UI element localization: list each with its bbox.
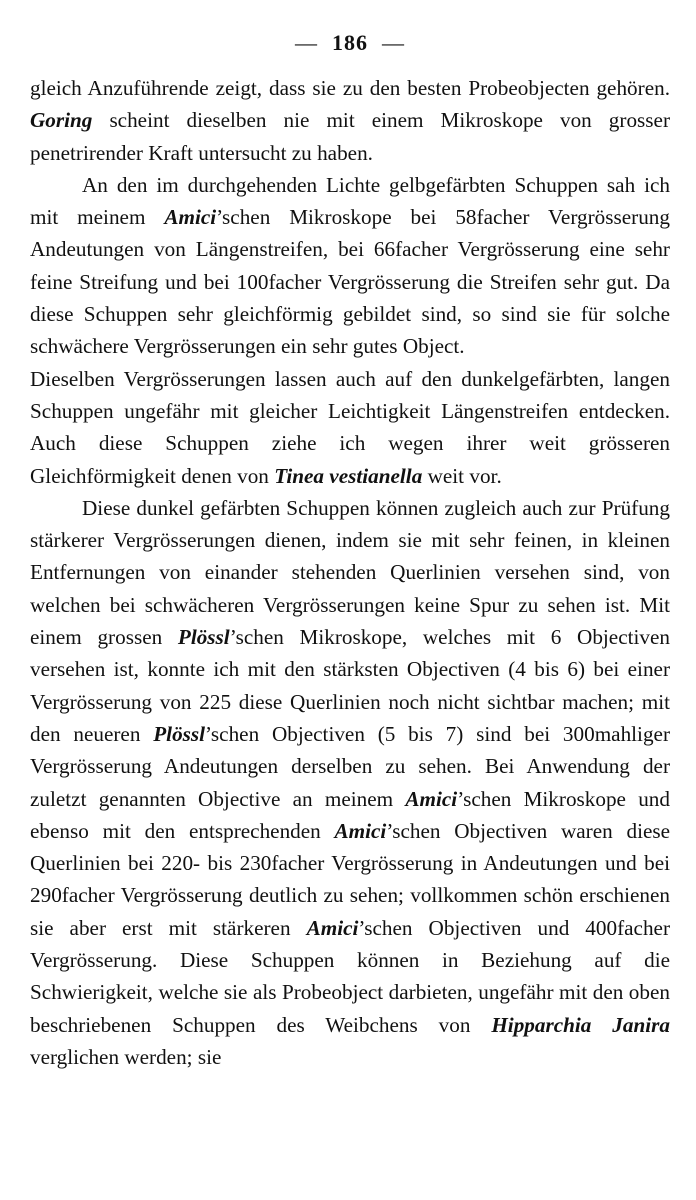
italic-name: Plössl <box>153 721 206 746</box>
page-header <box>30 28 670 58</box>
body-text <box>30 72 670 1073</box>
text-run: ’schen Objectiven und 400facher Vergrösserung. Diese Schuppen können in Beziehung auf die Schwierigkeit, welche sie als Probeobject darbieten, ungefähr mit den oben beschriebenen Schuppen des Weibchens von <box>30 915 671 1037</box>
paragraph <box>30 363 670 492</box>
text-run: ’schen Objectiven (5 bis 7) sind bei 300mahliger Vergrösserung Andeutungen derselben zu sehen. Bei Anwendung der zuletzt genannten Objective an meinem <box>30 721 670 811</box>
text-run: ’schen Objectiven waren diese Querlinien bei 220- bis 230facher Vergrösserung in Andeutungen und bei 290facher Vergrösserung deutlich zu sehen; vollkommen schön erschienen sie aber erst mit stärkeren <box>30 818 671 940</box>
text-run: scheint dieselben nie mit einem Mikroskope von grosser penetrirender Kraft untersucht zu haben. <box>30 108 670 165</box>
book-page <box>30 28 670 1073</box>
italic-name: Hipparchia Janira <box>491 1012 670 1037</box>
paragraph <box>30 169 670 363</box>
text-run: ’schen Mikroskope, welches mit 6 Objectiven versehen ist, konnte ich mit den stärksten Objectiven (4 bis 6) bei einer Vergrösserung von 225 diese Querlinien noch nicht sichtbar machen; mit den neueren <box>30 625 670 746</box>
italic-name: Amici <box>405 786 458 811</box>
text-run: weit vor. <box>422 463 502 488</box>
page-number: 186 <box>332 30 368 55</box>
italic-name: Goring <box>30 108 93 133</box>
text-run: ’schen Mikroskope bei 58facher Vergrösserung Andeutungen von Längenstreifen, bei 66facher Vergrösserung eine sehr feine Streifung und bei 100facher Vergrösserung die Streifen sehr gut. Da diese Schuppen sehr gleichförmig gebildet sind, so sind sie für solche schwächere Vergrösserungen ein sehr gutes Object. <box>30 205 670 359</box>
text-run: Diese dunkel gefärbten Schuppen können zugleich auch zur Prüfung stärkerer Vergrösserungen dienen, indem sie mit sehr feinen, in kleinen Entfernungen von einander stehenden Querlinien versehen sind, von welchen bei schwächeren Vergrösserungen keine Spur zu sehen ist. Mit einem grossen <box>30 495 670 650</box>
italic-name: Amici <box>164 205 217 230</box>
header-dash-right: — <box>382 30 405 55</box>
italic-name: Tinea vestianella <box>274 463 423 488</box>
text-run: An den im durchgehenden Lichte gelbgefärbten Schuppen sah ich mit meinem <box>30 172 670 230</box>
header-dash-left: — <box>295 30 318 55</box>
italic-name: Plössl <box>177 625 230 650</box>
text-run: verglichen werden; sie <box>30 1044 222 1069</box>
text-run: Dieselben Vergrösserungen lassen auch auf den dunkelgefärbten, langen Schuppen ungefähr mit gleicher Leichtigkeit Längenstreifen entdecken. Auch diese Schuppen ziehe ich wegen ihrer weit grösseren Gleichförmigkeit denen von <box>30 366 670 488</box>
text-run: ’schen Mikroskope und ebenso mit den entsprechenden <box>30 786 670 843</box>
italic-name: Amici <box>306 915 359 940</box>
italic-name: Amici <box>334 818 387 843</box>
paragraph <box>30 72 670 169</box>
paragraph <box>30 492 670 1073</box>
text-run: gleich Anzuführende zeigt, dass sie zu den besten Probeobjecten gehören. <box>30 76 670 100</box>
